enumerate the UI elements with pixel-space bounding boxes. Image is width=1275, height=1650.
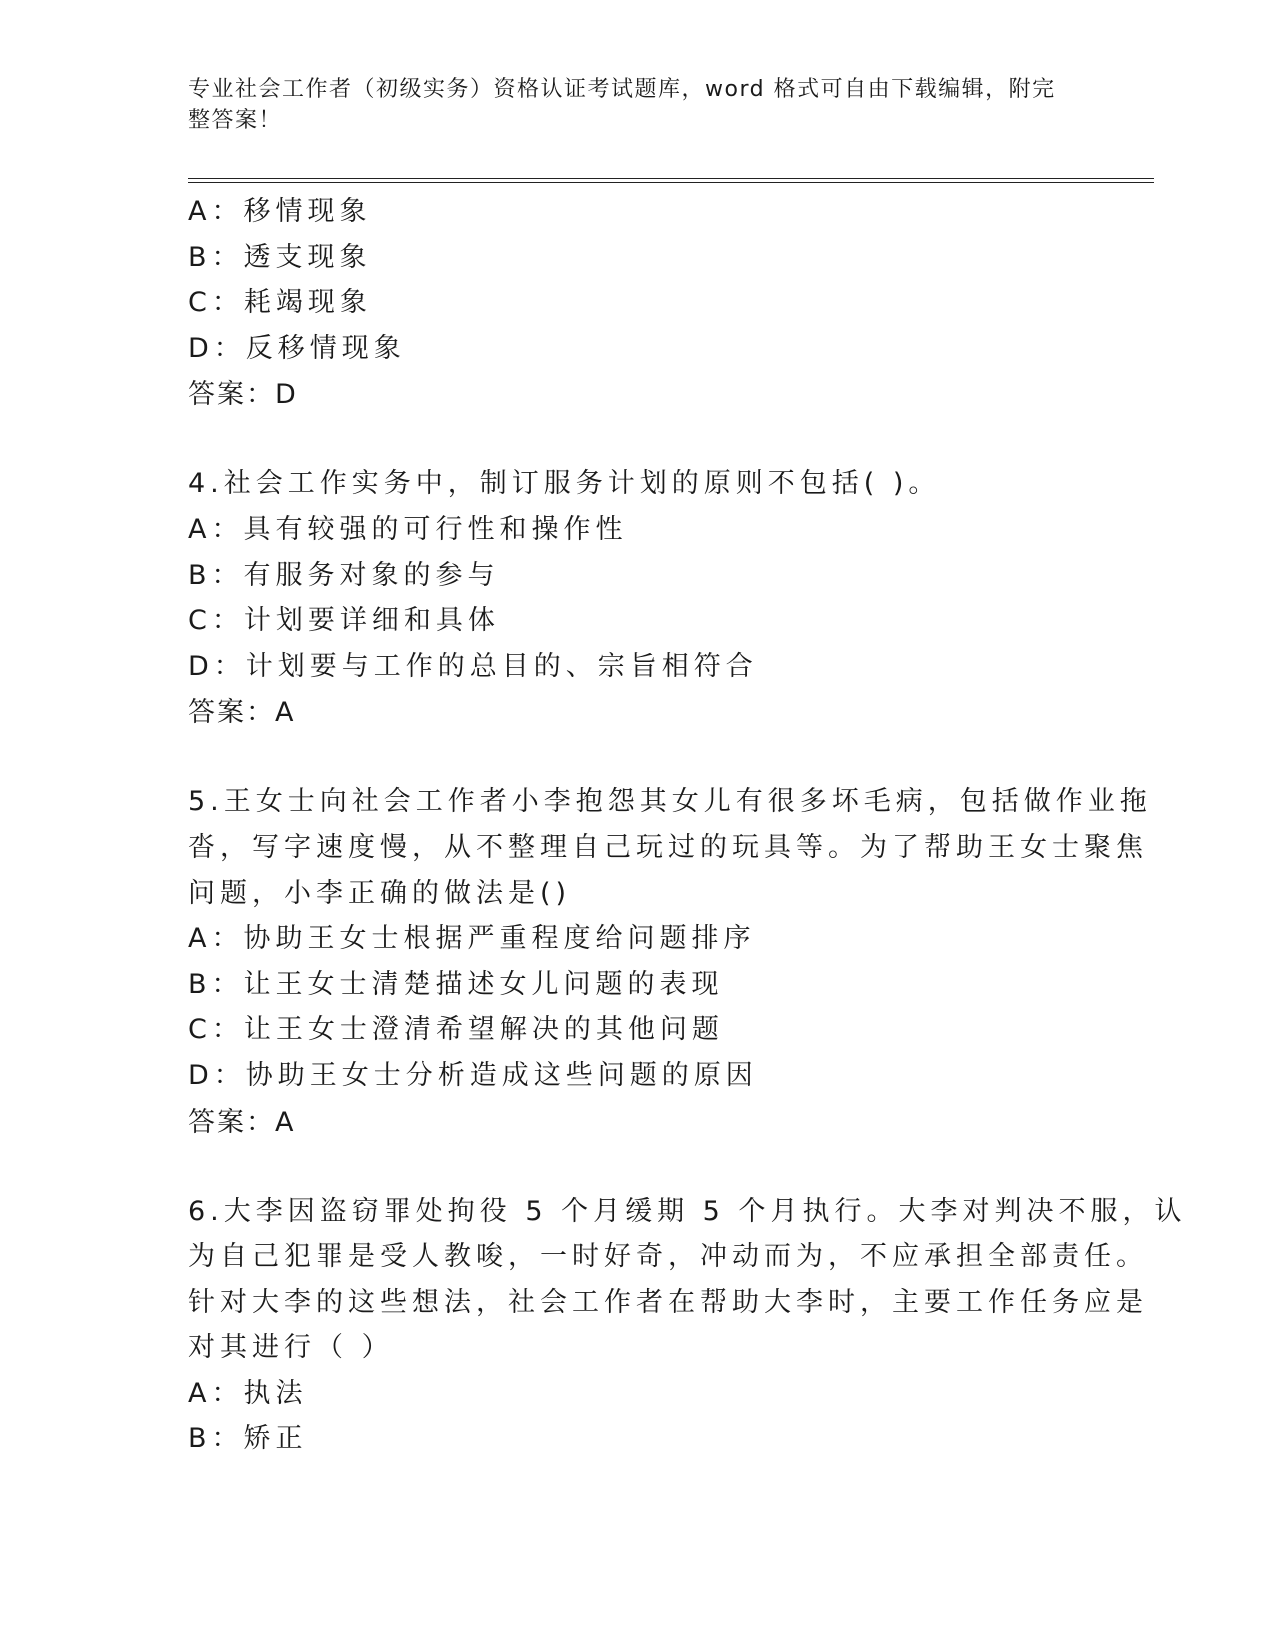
spacer [188, 418, 1088, 461]
question-stem-line: 为自己犯罪是受人教唆，一时好奇，冲动而为，不应承担全部责任。 [188, 1241, 1148, 1273]
option-b: B：让王女士清楚描述女儿问题的表现 [188, 968, 724, 1000]
option-a: A：具有较强的可行性和操作性 [188, 513, 628, 545]
question-stem-line: 沓，写字速度慢，从不整理自己玩过的玩具等。为了帮助王女士聚焦 [188, 831, 1148, 863]
option-d: D：反移情现象 [188, 332, 406, 364]
question-stem-line: 问题，小李正确的做法是() [188, 877, 572, 909]
answer: 答案：A [188, 697, 296, 729]
option-b: B：透支现象 [188, 241, 372, 273]
option-b: B：矫正 [188, 1423, 308, 1455]
header-divider [188, 178, 1154, 183]
question-3-block [188, 189, 1088, 418]
question-stem-line: 对其进行（ ） [188, 1332, 394, 1364]
option-c: C：让王女士澄清希望解决的其他问题 [188, 1014, 724, 1046]
question-5-block [188, 779, 1152, 1145]
document-header [188, 74, 1068, 136]
question-6-block [188, 1189, 1187, 1463]
option-a: A：移情现象 [188, 196, 372, 227]
question-stem-line: 针对大李的这些想法，社会工作者在帮助大李时，主要工作任务应是 [188, 1286, 1148, 1318]
option-c: C：计划要详细和具体 [188, 605, 500, 637]
option-a: A：执法 [188, 1377, 308, 1409]
option-a: A：协助王女士根据严重程度给问题排序 [188, 923, 756, 955]
question-stem: 4.社会工作实务中，制订服务计划的原则不包括( )。 [188, 468, 941, 500]
question-stem-line: 5.王女士向社会工作者小李抱怨其女儿有很多坏毛病，包括做作业拖 [188, 786, 1152, 818]
spacer [188, 736, 1088, 779]
option-d: D：协助王女士分析造成这些问题的原因 [188, 1059, 758, 1091]
option-b: B：有服务对象的参与 [188, 559, 500, 591]
spacer [188, 1146, 1088, 1189]
answer: 答案：A [188, 1106, 296, 1138]
header-text: 专业社会工作者（初级实务）资格认证考试题库，word 格式可自由下载编辑，附完整答案！ [188, 77, 1056, 133]
question-stem-line: 6.大李因盗窃罪处拘役 5 个月缓期 5 个月执行。大李对判决不服，认 [188, 1195, 1187, 1227]
question-content [188, 189, 1187, 1462]
answer: 答案：D [188, 379, 298, 411]
question-4-block [188, 461, 1088, 736]
option-d: D：计划要与工作的总目的、宗旨相符合 [188, 650, 758, 682]
option-c: C：耗竭现象 [188, 287, 372, 319]
